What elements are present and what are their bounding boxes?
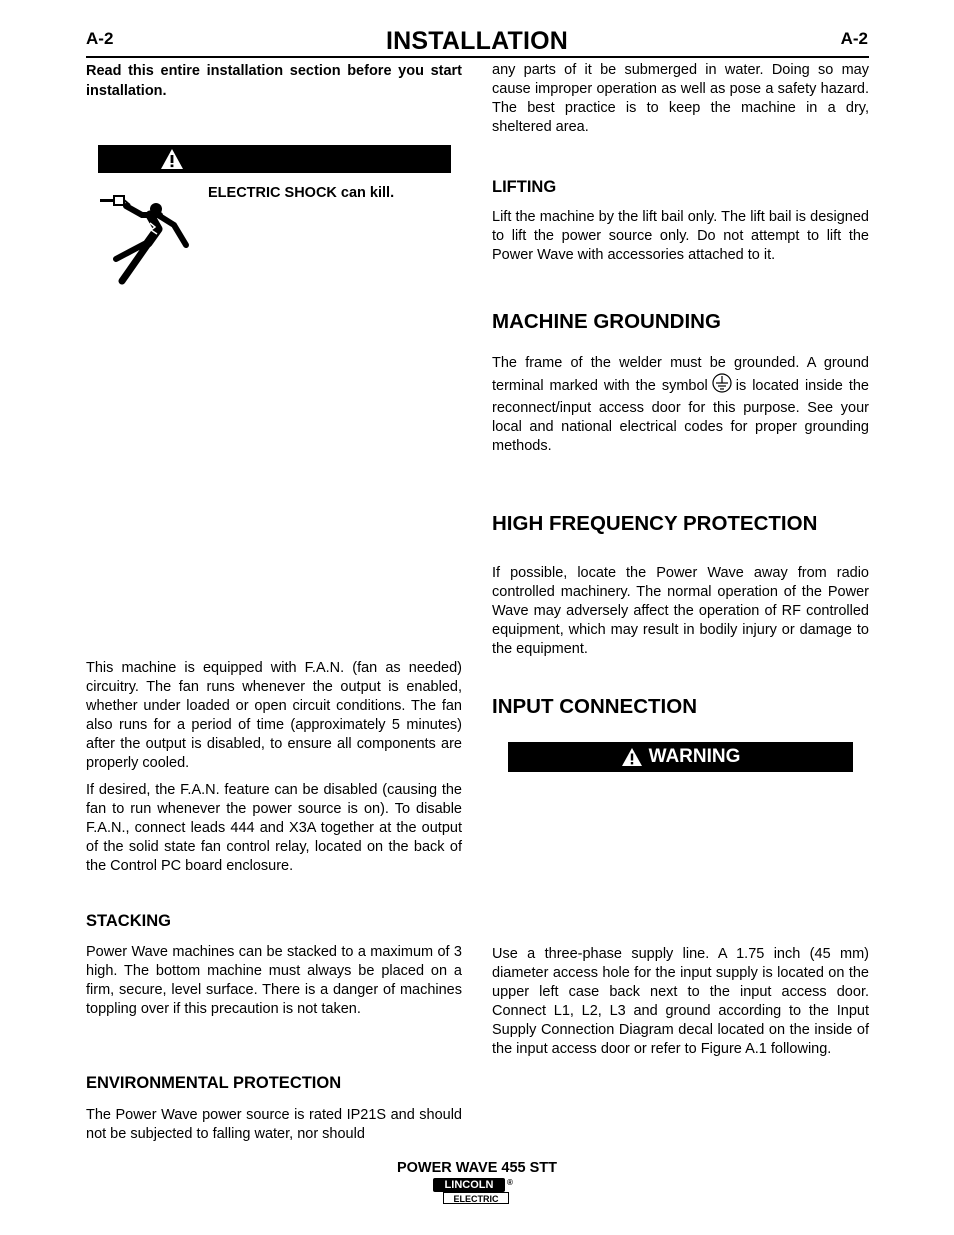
- logo-top: LINCOLN: [433, 1178, 505, 1192]
- intro-text: Read this entire installation section before you start installation.: [86, 63, 462, 99]
- grounding-text: [492, 354, 869, 456]
- environmental-text: The Power Wave power source is rated IP21S and should not be subjected to falling water, nor should: [86, 1107, 462, 1142]
- grounding-text-before: The frame of the welder must be grounded. A ground terminal marked with the symbol: [492, 355, 869, 394]
- fan-paragraph-2: If desired, the F.A.N. feature can be disabled (causing the fan to run whenever the power source is on). To disable F.A.N., connect leads 444 and X3A together at the output of the solid state fan control relay, located on the back of the Control PC board enclosure.: [86, 782, 462, 874]
- grounding-heading: MACHINE GROUNDING: [492, 310, 721, 333]
- fan-section: [86, 659, 462, 884]
- lincoln-electric-logo: [433, 1178, 513, 1208]
- page-title: INSTALLATION: [385, 27, 568, 55]
- lifting-heading: LIFTING: [492, 178, 557, 196]
- fan-paragraph-1: This machine is equipped with F.A.N. (fan as needed) circuitry. The fan runs whenever the output is enabled, whether under loaded or open circuit conditions. The fan also runs for a period of time (approximately 5 minutes) after the output is disabled, to ensure all components are properly cooled.: [86, 660, 462, 771]
- lifting-text: Lift the machine by the lift bail only. The lift bail is designed to lift the power source only. Do not attempt to lift the Power Wave with accessories attached to it.: [492, 209, 869, 263]
- warning-banner: [508, 742, 853, 772]
- logo-registered: ®: [507, 1178, 513, 1187]
- page-number-left: A-2: [86, 29, 114, 48]
- warning-bar: [98, 145, 451, 173]
- input-connection-heading: INPUT CONNECTION: [492, 695, 697, 718]
- warning-triangle-icon: [160, 148, 184, 170]
- grounding-text-after: is located inside the reconnect/input access door for this purpose. See your local and national electrical codes for proper grounding methods.: [492, 378, 869, 454]
- header-rule: [86, 56, 869, 58]
- high-frequency-text: If possible, locate the Power Wave away from radio controlled machinery. The normal operation of the Power Wave may adversely affect the operation of RF controlled equipment, which may result in bodily injury or damage to the equipment.: [492, 565, 869, 657]
- footer-model: POWER WAVE 455 STT: [396, 1160, 558, 1176]
- ground-symbol-icon: [712, 373, 732, 399]
- warning-triangle-icon: [621, 747, 643, 767]
- environmental-heading: ENVIRONMENTAL PROTECTION: [86, 1074, 342, 1092]
- high-frequency-heading: HIGH FREQUENCY PROTECTION: [492, 512, 818, 535]
- input-connection-text: Use a three-phase supply line. A 1.75 inch (45 mm) diameter access hole for the input supply is located on the upper left case back next to the input access door. Connect L1, L2, L3 and ground according to the Input Supply Connection Diagram decal located on the inside of the input access door or refer to Figure A.1 following.: [492, 946, 869, 1057]
- logo-bottom: ELECTRIC: [443, 1192, 509, 1204]
- page-number-right: A-2: [840, 29, 868, 48]
- shock-caption: ELECTRIC SHOCK can kill.: [208, 185, 395, 201]
- warning-label: WARNING: [648, 746, 741, 767]
- electric-shock-icon: [100, 193, 192, 285]
- stacking-text: Power Wave machines can be stacked to a maximum of 3 high. The bottom machine must always be placed on a firm, secure, level surface. There is a danger of machines toppling over if this precaution is not taken.: [86, 944, 462, 1017]
- environmental-text-continued: any parts of it be submerged in water. Doing so may cause improper operation as well as pose a safety hazard. The best practice is to keep the machine in a dry, sheltered area.: [492, 62, 869, 135]
- stacking-heading: STACKING: [86, 912, 171, 930]
